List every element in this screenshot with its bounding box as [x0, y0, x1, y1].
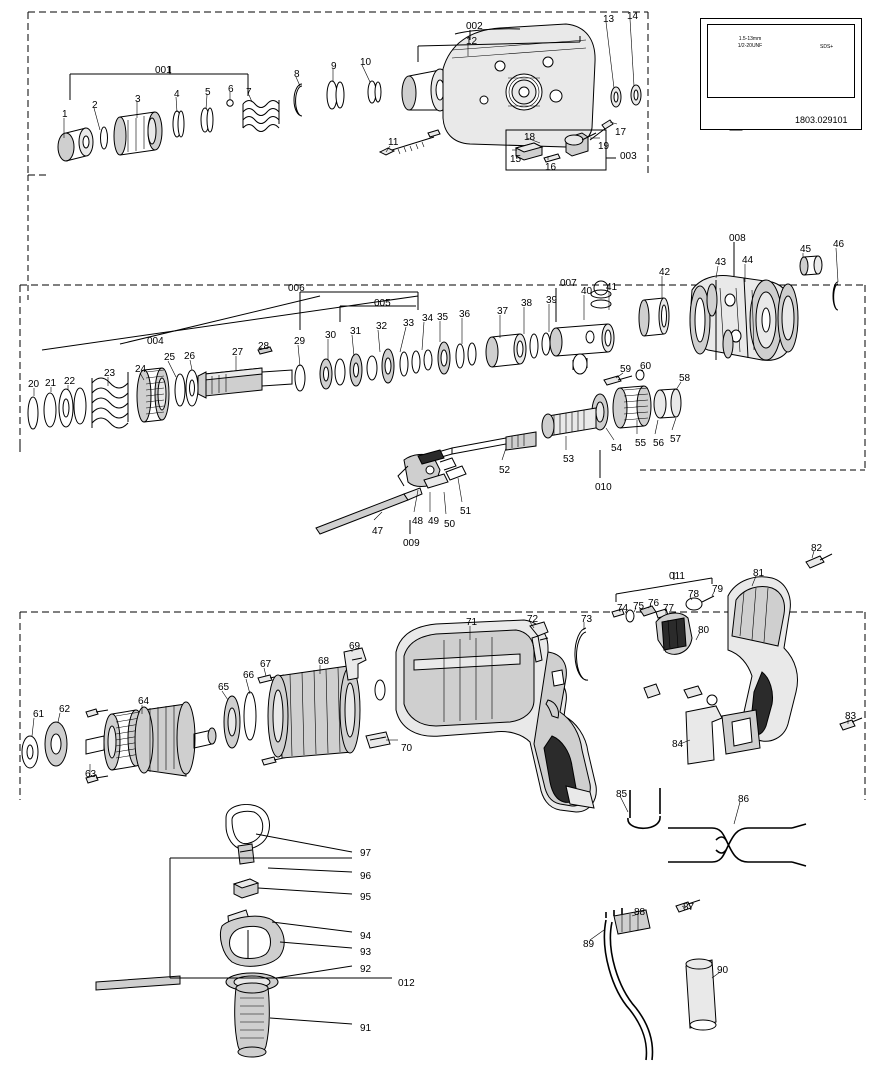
chuck-part-code: 1803.029101: [795, 115, 848, 125]
part-number-94: 94: [360, 931, 372, 942]
part-number-54: 54: [611, 443, 623, 454]
part-number-91: 91: [360, 1023, 372, 1034]
part-number-52: 52: [499, 465, 511, 476]
part-number-63: 63: [85, 769, 97, 780]
part-number-73: 73: [581, 614, 593, 625]
part-number-26: 26: [184, 351, 196, 362]
part-number-72: 72: [527, 614, 539, 625]
part-number-13: 13: [603, 14, 615, 25]
part-number-23: 23: [104, 368, 116, 379]
part-number-74: 74: [617, 603, 629, 614]
part-number-38: 38: [521, 298, 533, 309]
part-number-3: 3: [135, 94, 141, 105]
part-number-75: 75: [633, 601, 645, 612]
part-number-34: 34: [422, 313, 434, 324]
part-number-76: 76: [648, 598, 660, 609]
part-number-28: 28: [258, 341, 270, 352]
part-number-19: 19: [598, 141, 610, 152]
part-number-24: 24: [135, 364, 147, 375]
part-number-21: 21: [45, 378, 57, 389]
group-label-011: 011: [669, 571, 685, 582]
part-number-60: 60: [640, 361, 652, 372]
part-number-36: 36: [459, 309, 471, 320]
part-number-61: 61: [33, 709, 45, 720]
part-number-15: 15: [510, 154, 522, 165]
part-number-40: 40: [581, 286, 593, 297]
part-number-50: 50: [444, 519, 456, 530]
part-number-44: 44: [742, 255, 754, 266]
part-number-90: 90: [717, 965, 729, 976]
part-number-35: 35: [437, 312, 449, 323]
part-number-31: 31: [350, 326, 362, 337]
part-number-46: 46: [833, 239, 845, 250]
sds-label: SDS+: [820, 44, 834, 50]
part-number-42: 42: [659, 267, 671, 278]
part-number-12: 12: [466, 36, 478, 47]
part-number-57: 57: [670, 434, 682, 445]
part-number-62: 62: [59, 704, 71, 715]
part-number-39: 39: [546, 295, 558, 306]
part-number-53: 53: [563, 454, 575, 465]
group-label-012: 012: [398, 978, 415, 989]
part-number-70: 70: [401, 743, 413, 754]
part-number-9: 9: [331, 61, 337, 72]
part-number-16: 16: [545, 162, 557, 173]
part-number-77: 77: [663, 603, 675, 614]
part-number-30: 30: [325, 330, 337, 341]
part-number-79: 79: [712, 584, 724, 595]
part-number-83: 83: [845, 711, 857, 722]
part-number-10: 10: [360, 57, 372, 68]
part-number-18: 18: [524, 132, 536, 143]
group-label-005: 005: [374, 298, 391, 309]
part-number-37: 37: [497, 306, 509, 317]
part-number-92: 92: [360, 964, 372, 975]
part-number-29: 29: [294, 336, 306, 347]
part-number-68: 68: [318, 656, 330, 667]
part-number-80: 80: [698, 625, 710, 636]
part-number-49: 49: [428, 516, 440, 527]
part-number-47: 47: [372, 526, 384, 537]
part-number-11: 11: [388, 137, 399, 148]
part-number-27: 27: [232, 347, 244, 358]
group-label-008: 008: [729, 233, 746, 244]
part-number-71: 71: [466, 617, 478, 628]
part-number-20: 20: [28, 379, 40, 390]
group-label-003: 003: [620, 151, 637, 162]
part-number-59: 59: [620, 364, 632, 375]
part-number-41: 41: [606, 282, 618, 293]
group-label-002: 002: [466, 21, 483, 32]
group-label-006: 006: [288, 283, 305, 294]
chuck-thread-label: 1/2-20UNF: [737, 43, 763, 49]
part-number-55: 55: [635, 438, 647, 449]
part-number-17: 17: [615, 127, 627, 138]
part-number-66: 66: [243, 670, 255, 681]
part-number-22: 22: [64, 376, 76, 387]
group-label-007: 007: [560, 278, 577, 289]
part-number-93: 93: [360, 947, 372, 958]
part-number-84: 84: [672, 739, 684, 750]
part-number-33: 33: [403, 318, 415, 329]
part-number-45: 45: [800, 244, 812, 255]
group-label-004: 004: [147, 336, 164, 347]
part-number-25: 25: [164, 352, 176, 363]
part-number-86: 86: [738, 794, 750, 805]
part-number-85: 85: [616, 789, 628, 800]
part-number-95: 95: [360, 892, 372, 903]
part-number-81: 81: [753, 568, 765, 579]
part-number-97: 97: [360, 848, 372, 859]
part-number-88: 88: [634, 907, 646, 918]
part-number-64: 64: [138, 696, 150, 707]
part-number-8: 8: [294, 69, 300, 80]
part-number-5: 5: [205, 87, 211, 98]
part-number-82: 82: [811, 543, 823, 554]
part-number-51: 51: [460, 506, 472, 517]
part-number-1: 1: [62, 109, 68, 120]
chuck-capacity-label: 1.5-13mm: [738, 36, 762, 42]
group-label-009: 009: [403, 538, 420, 549]
part-number-78: 78: [688, 589, 700, 600]
part-number-4: 4: [174, 89, 180, 100]
part-number-56: 56: [653, 438, 665, 449]
group-label-010: 010: [595, 482, 612, 493]
part-number-14: 14: [627, 11, 639, 22]
group-label-001: 001: [155, 65, 172, 76]
part-number-89: 89: [583, 939, 595, 950]
part-number-2: 2: [92, 100, 98, 111]
part-number-48: 48: [412, 516, 424, 527]
part-number-65: 65: [218, 682, 230, 693]
part-number-69: 69: [349, 641, 361, 652]
part-number-67: 67: [260, 659, 272, 670]
part-number-87: 87: [683, 902, 695, 913]
part-number-43: 43: [715, 257, 727, 268]
part-number-96: 96: [360, 871, 372, 882]
part-number-7: 7: [246, 87, 252, 98]
part-number-32: 32: [376, 321, 388, 332]
part-number-6: 6: [228, 84, 234, 95]
part-number-58: 58: [679, 373, 691, 384]
